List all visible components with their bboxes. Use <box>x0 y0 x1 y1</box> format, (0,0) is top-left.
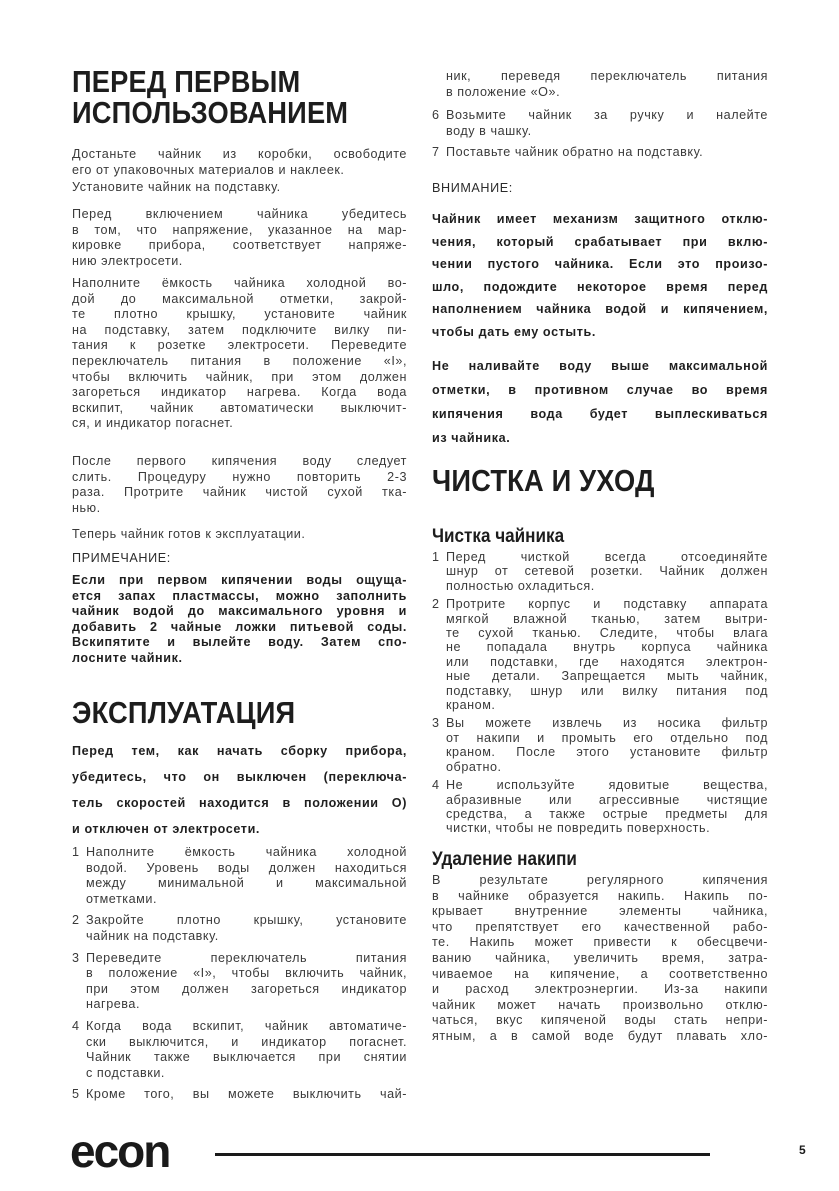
text-line: абразивные или агрессивные чистящие <box>446 792 768 807</box>
text-line: средства, а также острые предметы для <box>446 806 768 821</box>
list-item <box>72 845 407 907</box>
subtitle: Удаление накипи <box>432 849 577 870</box>
text-line: подставку, шнур или вилку питания под <box>446 683 768 698</box>
text-line: убедитесь, что он выключен (переключа- <box>72 770 407 784</box>
text-line: тель скоростей находится в положении О) <box>72 796 407 810</box>
text-line: Чайник имеет механизм защитного отклю- <box>432 212 768 226</box>
text-line: в том, что напряжение, указанное на мар- <box>72 222 407 237</box>
list-item <box>72 951 407 1013</box>
section-title-cleaning <box>432 465 768 496</box>
list-item-text <box>86 913 407 944</box>
text-line: между минимальной и максимальной <box>86 876 407 891</box>
text-line: наполнением чайника водой и кипячением, <box>432 302 768 317</box>
paragraph <box>72 147 407 178</box>
list-number: 7 <box>432 145 440 160</box>
text-line: отметками. <box>86 891 157 906</box>
text-line: чаться, вкус кипяченой воды стать непри- <box>432 1013 768 1028</box>
text-line: чиваемое на кипячение, а соответственно <box>432 966 768 981</box>
title-line: ЭКСПЛУАТАЦИЯ <box>72 695 296 730</box>
text-line: ные детали. Запрещается мыть чайник, <box>446 669 768 684</box>
text-line: при этом должен загореться индикатор <box>86 981 407 996</box>
text-line: и расход электроэнергии. Из-за накипи <box>432 982 768 997</box>
text-line: Не наливайте воду выше максимальной <box>432 359 768 373</box>
list-number: 5 <box>72 1087 80 1102</box>
text-line: Перед чисткой всегда отсоединяйте <box>446 550 768 564</box>
list-number: 1 <box>72 845 80 859</box>
list-number: 4 <box>432 778 440 793</box>
text-line: Поставьте чайник обратно на подставку. <box>446 145 704 160</box>
list-item <box>432 550 768 593</box>
footer-divider <box>215 1153 710 1156</box>
warning-text <box>432 208 768 344</box>
text-line: ятным, а в самой воде будут плавать хло- <box>432 1028 768 1043</box>
text-line: те. Накипь может привести к обесцвечи- <box>432 935 768 950</box>
cleaning-steps <box>432 550 768 836</box>
text-line: в положение «О». <box>446 84 561 99</box>
text-line: в положение «I», чтобы включить чайник, <box>86 966 407 981</box>
text-line: нью. <box>72 500 101 515</box>
text-line: или подставки, где находятся электрон- <box>446 654 768 669</box>
paragraph <box>72 207 407 269</box>
text-line: Переведите переключатель питания <box>86 950 407 965</box>
text-line: Протрите корпус и подставку аппарата <box>446 597 768 612</box>
descaling-paragraph <box>432 873 768 1045</box>
text-line: В результате регулярного кипячения <box>432 873 768 887</box>
list-item-text <box>446 597 768 712</box>
text-line: После первого кипячения воду следует <box>72 454 407 468</box>
text-line: чтобы включить чайник, при этом должен <box>72 369 407 384</box>
text-line: Достаньте чайник из коробки, освободите <box>72 147 407 161</box>
title-line: ПЕРЕД ПЕРВЫМ <box>72 64 301 99</box>
list-item-text <box>446 145 768 161</box>
text-line: переключатель питания в положение «I», <box>72 353 407 368</box>
text-line: дой до максимальной отметки, закрой- <box>72 291 407 306</box>
title-line: ЧИСТКА И УХОД <box>432 463 655 498</box>
step-5-continuation <box>432 69 768 100</box>
list-item <box>432 108 768 139</box>
paragraph <box>72 527 407 543</box>
text-line: шло, подождите некоторое время перед <box>432 279 768 294</box>
text-line: водой. Уровень воды должен находиться <box>86 860 407 875</box>
text-line: на подставку, затем подключите вилку пи- <box>72 322 407 337</box>
list-item <box>432 597 768 712</box>
text-line: нию электросети. <box>72 253 183 268</box>
text-line: отметки, в противном случае во время <box>432 383 768 397</box>
text-line: Перед тем, как начать сборку прибора, <box>72 744 407 758</box>
text-line: чайник на подставку. <box>86 928 219 943</box>
text-line: загореться индикатор нагрева. Когда вода <box>72 385 407 400</box>
note-label: ПРИМЕЧАНИЕ: <box>72 551 171 565</box>
text-line: чтобы дать ему остыть. <box>432 324 596 339</box>
section-title-before-first-use <box>72 66 407 128</box>
list-number: 1 <box>432 550 440 564</box>
text-line: кировке прибора, соответствует напряже- <box>72 238 407 253</box>
text-line: Вы можете извлечь из носика фильтр <box>446 716 768 731</box>
text-line: чении пустого чайника. Если это произо- <box>432 257 768 272</box>
text-line: Чайник также выключается при снятии <box>86 1050 407 1065</box>
text-line: с подставки. <box>86 1065 165 1080</box>
subtitle: Чистка чайника <box>432 526 565 547</box>
text-line: те сухой тканью. Следите, чтобы влага <box>446 626 768 641</box>
list-item <box>72 913 407 944</box>
list-number: 4 <box>72 1018 80 1033</box>
note-text <box>72 573 407 667</box>
list-number: 3 <box>72 950 80 965</box>
text-line: от накипи и промыть его отдельно под <box>446 730 768 745</box>
list-item-text <box>86 1019 407 1081</box>
text-line: ник, переведя переключатель питания <box>446 69 768 83</box>
list-item-text <box>446 778 768 836</box>
text-line: воду в чашку. <box>446 123 532 138</box>
text-line: Перед включением чайника убедитесь <box>72 207 407 221</box>
text-line: лосните чайник. <box>72 650 183 665</box>
text-line: его от упаковочных материалов и наклеек. <box>72 162 345 177</box>
list-item <box>72 1087 407 1103</box>
text-line: полностью охладиться. <box>446 578 595 593</box>
text-line: тания к розетке электросети. Переведите <box>72 338 407 353</box>
list-item <box>432 716 768 774</box>
text-line: краном. После этого установите фильтр <box>446 745 768 760</box>
operation-intro <box>72 738 407 842</box>
operation-steps <box>72 845 407 1103</box>
list-number: 3 <box>432 716 440 731</box>
text-line: ванию чайника, увеличить время, затра- <box>432 950 768 965</box>
text-line: ски выключится, и индикатор погаснет. <box>86 1034 407 1049</box>
list-number: 2 <box>72 913 80 928</box>
text-line: Установите чайник на подставку. <box>72 180 281 194</box>
operation-steps-continued <box>432 108 768 161</box>
subsection-title-kettle-cleaning <box>432 527 768 547</box>
list-item-text <box>86 845 407 907</box>
text-line: чайник может начать произвольно отклю- <box>432 997 768 1012</box>
text-line: мягкой влажной тканью, затем вытри- <box>446 611 768 626</box>
text-line: обратно. <box>446 759 502 774</box>
list-item-text <box>86 1087 407 1103</box>
text-line: крывает внутренние элементы чайника, <box>432 904 768 919</box>
paragraph <box>72 454 407 516</box>
text-line: чения, который срабатывает при вклю- <box>432 234 768 249</box>
section-title-operation <box>72 697 407 728</box>
text-line: краном. <box>446 698 496 713</box>
paragraph <box>72 276 407 432</box>
text-line: что препятствует его качественной рабо- <box>432 919 768 934</box>
text-line: шнур от сетевой розетки. Чайник должен <box>446 564 768 579</box>
econ-logo: econ <box>70 1125 170 1177</box>
text-line: Если при первом кипячении воды ощуща- <box>72 573 407 587</box>
warning-label: ВНИМАНИЕ: <box>432 181 513 195</box>
text-line: Кроме того, вы можете выключить чай- <box>86 1087 407 1102</box>
list-item <box>432 778 768 836</box>
text-line: ется запах пластмассы, можно заполнить <box>72 588 407 603</box>
text-line: Закройте плотно крышку, установите <box>86 913 407 928</box>
text-line: и отключен от электросети. <box>72 822 261 836</box>
text-line: не попадала внутрь корпуса чайника <box>446 640 768 655</box>
text-line: нагрева. <box>86 997 141 1012</box>
text-line: чайник водой до максимального уровня и <box>72 604 407 619</box>
warning-text <box>432 354 768 450</box>
paragraph <box>72 180 407 196</box>
subsection-title-descaling <box>432 850 768 870</box>
list-item <box>72 1019 407 1081</box>
list-item-text <box>86 951 407 1013</box>
text-line: Теперь чайник готов к эксплуатации. <box>72 527 306 541</box>
text-line: Наполните ёмкость чайника холодной во- <box>72 276 407 290</box>
text-line: из чайника. <box>432 431 511 445</box>
text-line: вскипит, чайник автоматически выключит- <box>72 400 407 415</box>
text-line: слить. Процедуру нужно повторить 2-3 <box>72 469 407 484</box>
list-item <box>432 145 768 161</box>
text-line: ся, и индикатор погаснет. <box>72 416 234 431</box>
text-line: Не используйте ядовитые вещества, <box>446 778 768 793</box>
list-item-text <box>446 108 768 139</box>
list-item-text <box>446 716 768 774</box>
text-line: кипячения вода будет выплескиваться <box>432 407 768 421</box>
text-line: чистки, чтобы не повредить поверхность. <box>446 821 711 836</box>
list-item-text <box>446 550 768 593</box>
title-line: ИСПОЛЬЗОВАНИЕМ <box>72 95 349 130</box>
text-line: раза. Протрите чайник чистой сухой тка- <box>72 485 407 500</box>
list-number: 6 <box>432 108 440 122</box>
list-number: 2 <box>432 597 440 612</box>
text-line: Вскипятите и вылейте воду. Затем спо- <box>72 635 407 650</box>
text-line: Наполните ёмкость чайника холодной <box>86 845 407 859</box>
text-line: те плотно крышку, установите чайник <box>72 307 407 322</box>
text-line: в чайнике образуется накипь. Накипь по- <box>432 888 768 903</box>
text-line: добавить 2 чайные ложки питьевой соды. <box>72 619 407 634</box>
text-line: Возьмите чайник за ручку и налейте <box>446 108 768 122</box>
text-line: Когда вода вскипит, чайник автоматиче- <box>86 1018 407 1033</box>
page-number: 5 <box>799 1143 806 1157</box>
